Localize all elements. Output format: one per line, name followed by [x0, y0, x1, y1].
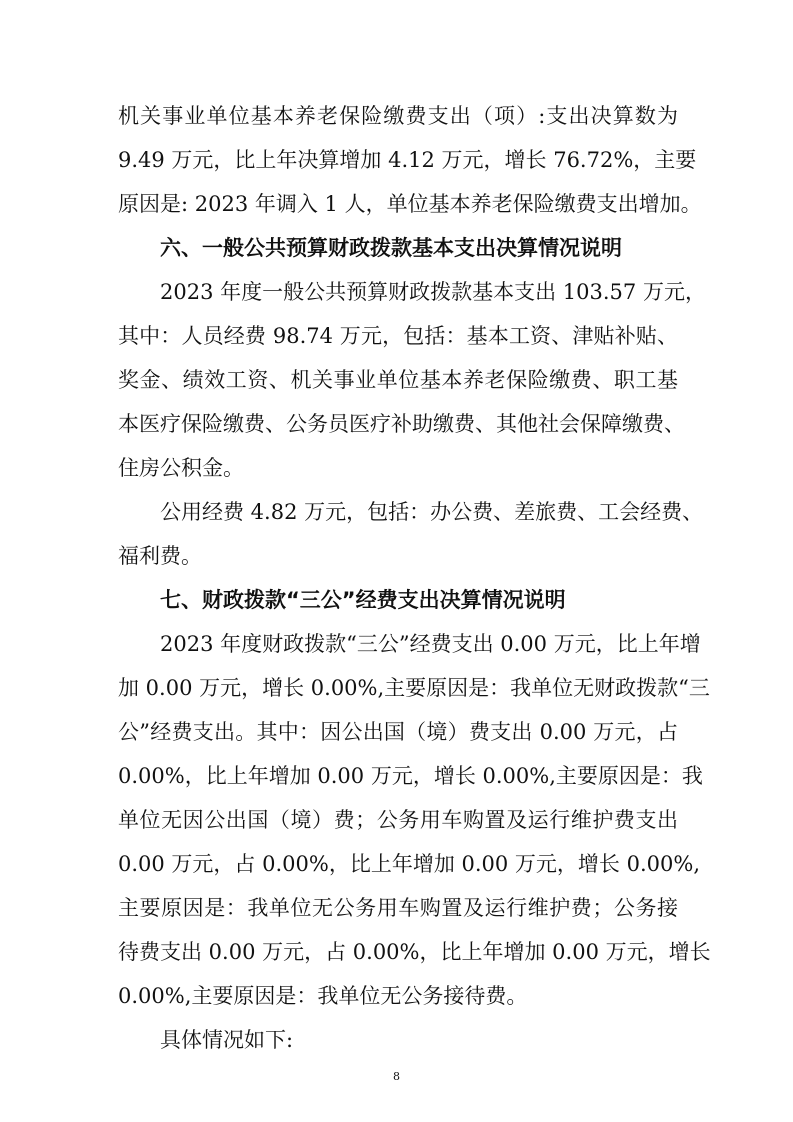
section-6-public-expense-line-2: 福利费。 — [118, 544, 202, 568]
section-6-paragraph-line-1: 2023 年度一般公共预算财政拨款基本支出 103.57 万元， — [160, 280, 706, 304]
section-6-heading: 六、一般公共预算财政拨款基本支出决算情况说明 — [160, 236, 622, 260]
section-6-paragraph-line-5: 住房公积金。 — [118, 456, 244, 480]
paragraph-pension-line-1: 机关事业单位基本养老保险缴费支出（项）:支出决算数为 — [118, 104, 678, 128]
page-number: 8 — [393, 1070, 400, 1083]
section-7-paragraph-line-4: 0.00%，比上年增加 0.00 万元，增长 0.00%,主要原因是：我 — [118, 764, 703, 788]
section-7-details-intro: 具体情况如下: — [160, 1028, 294, 1052]
section-6-paragraph-line-3: 奖金、绩效工资、机关事业单位基本养老保险缴费、职工基 — [118, 368, 678, 392]
paragraph-pension-line-3: 原因是: 2023 年调入 1 人，单位基本养老保险缴费支出增加。 — [118, 192, 702, 216]
section-7-paragraph-line-3: 公”经费支出。其中：因公出国（境）费支出 0.00 万元，占 — [118, 720, 678, 744]
section-7-paragraph-line-9: 0.00%,主要原因是：我单位无公务接待费。 — [118, 984, 528, 1008]
section-7-paragraph-line-1: 2023 年度财政拨款“三公”经费支出 0.00 万元，比上年增 — [160, 632, 701, 656]
section-7-paragraph-line-6: 0.00 万元，占 0.00%，比上年增加 0.00 万元，增长 0.00%, — [118, 852, 700, 876]
section-7-paragraph-line-8: 待费支出 0.00 万元，占 0.00%，比上年增加 0.00 万元，增长 — [118, 940, 711, 964]
section-7-paragraph-line-2: 加 0.00 万元，增长 0.00%,主要原因是：我单位无财政拨款“三 — [118, 676, 710, 700]
paragraph-pension-line-2: 9.49 万元，比上年决算增加 4.12 万元，增长 76.72%，主要 — [118, 148, 697, 172]
section-6-paragraph-line-2: 其中：人员经费 98.74 万元，包括：基本工资、津贴补贴、 — [118, 324, 678, 348]
section-7-heading: 七、财政拨款“三公”经费支出决算情况说明 — [160, 588, 566, 612]
section-6-public-expense-line-1: 公用经费 4.82 万元，包括：办公费、差旅费、工会经费、 — [160, 500, 704, 524]
section-7-paragraph-line-7: 主要原因是：我单位无公务用车购置及运行维护费；公务接 — [118, 896, 678, 920]
section-6-paragraph-line-4: 本医疗保险缴费、公务员医疗补助缴费、其他社会保障缴费、 — [118, 412, 685, 436]
section-7-paragraph-line-5: 单位无因公出国（境）费；公务用车购置及运行维护费支出 — [118, 808, 678, 832]
